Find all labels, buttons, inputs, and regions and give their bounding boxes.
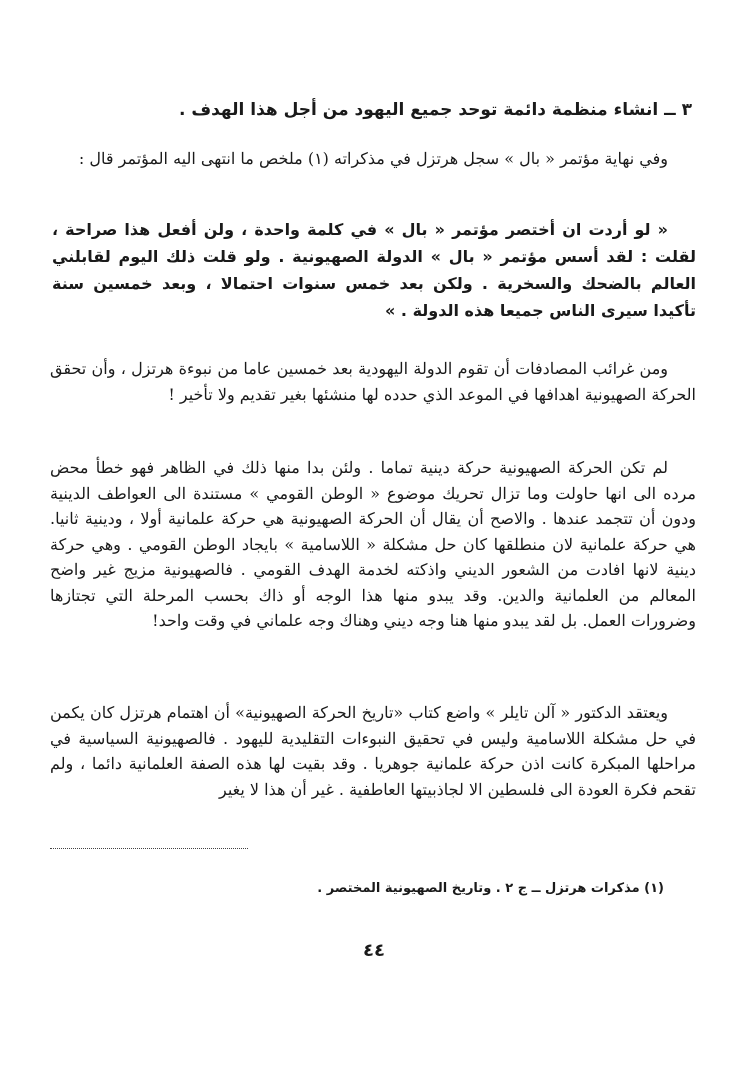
paragraph-1: وفي نهاية مؤتمر « بال » سجل هرتزل في مذكراته (١) ملخص ما انتهى اليه المؤتمر قال : xyxy=(78,149,668,168)
paragraph-2: ومن غرائب المصادفات أن تقوم الدولة اليهودية بعد خمسين عاما من نبوءة هرتزل ، وأن تحقق الحركة الصهيونية اهدافها في الموعد الذي حدده لها منشئها بغير تقديم ولا تأخير ! xyxy=(50,359,696,404)
section-heading: ٣ ــ انشاء منظمة دائمة توحد جميع اليهود من أجل هذا الهدف . xyxy=(178,100,692,120)
page-number: ٤٤ xyxy=(363,940,385,961)
paragraph-4: ويعتقد الدكتور « آلن تايلر » واضع كتاب «تاريخ الحركة الصهيونية» أن اهتمام هرتزل كان يكمن في حل مشكلة اللاسامية وليس في تحقيق النبوءات التقليدية لليهود . فالصهيونية السياسية في مراحلها المبكرة كانت اذن حركة علمانية جوهريا . وقد بقيت لها هذه الصفة العلمانية دائما ، ولم تقحم فكرة العودة الى فلسطين الا لجاذبيتها العاطفية . غير أن هذا لا يغير xyxy=(50,703,697,799)
footnote-divider xyxy=(50,848,248,849)
herzl-quote: « لو أردت ان أختصر مؤتمر « بال » في كلمة واحدة ، ولن أفعل هذا صراحة ، لقلت : لقد أسس مؤتمر « بال » الدولة الصهيونية . ولو قلت ذلك اليوم لقابلني العالم بالضحك والسخرية . ولكن بعد خمس سنوات احتمالا ، وبعد خمسين سنة تأكيدا سيرى الناس جميعا هذه الدولة . » xyxy=(52,220,696,320)
footnote: (١) مذكرات هرتزل ــ ج ٢ . وتاريخ الصهيونية المختصر . xyxy=(317,881,664,896)
paragraph-3: لم تكن الحركة الصهيونية حركة دينية تماما . ولئن بدا منها ذلك في الظاهر فهو خطأ محض مرده الى انها حاولت وما تزال تحريك موضوع « الوطن القومي » مستندة الى العواطف الدينية ودون أن تتجمد عندها . والاصح أن يقال أن الحركة الصهيونية هي حركة علمانية أولا ، ودينية ثانيا. هي حركة علمانية لان منطلقها كان حل مشكلة « اللاسامية » بايجاد الوطن القومي . وهي حركة دينية لانها افادت من الشعور الديني واذكته لخدمة الهدف القومي . فالصهيونية مزيج غير واضح المعالم من العلمانية والدين. وقد يبدو منها هذا الوجه أو ذاك بحسب المرحلة التي تجتازها وضرورات العمل. بل لقد يبدو منها هنا وجه ديني وهناك وجه علماني في وقت واحد! xyxy=(50,458,697,630)
